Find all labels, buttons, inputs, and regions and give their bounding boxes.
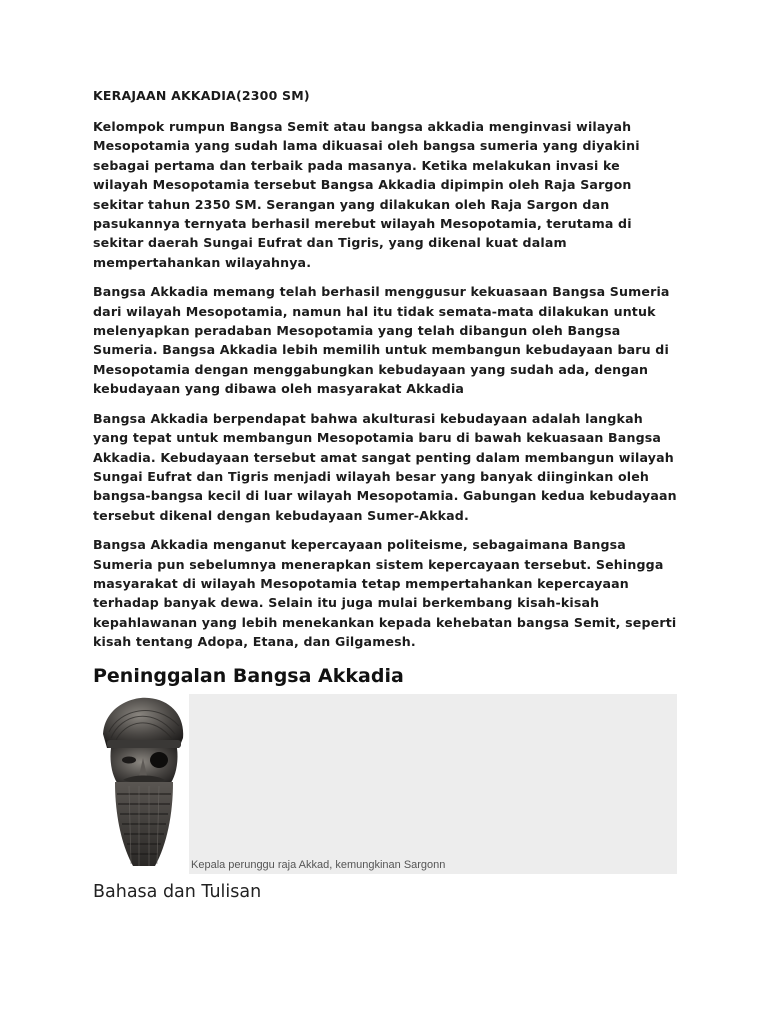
figure-caption: Kepala perunggu raja Akkad, kemungkinan Sargonn (191, 858, 446, 871)
bronze-head-illustration (93, 694, 189, 874)
figure-panel (189, 694, 677, 874)
subheading: Bahasa dan Tulisan (93, 881, 262, 902)
section-heading: Peninggalan Bangsa Akkadia (93, 664, 404, 687)
paragraph-2: Bangsa Akkadia memang telah berhasil menggusur kekuasaan Bangsa Sumeria dari wilayah Mesopotamia, namun hal itu tidak semata-mata dilakukan untuk melenyapkan peradaban Mesopotamia yang telah dibangun oleh Bangsa Sumeria. Bangsa Akkadia lebih memilih untuk membangun kebudayaan baru di Mesopotamia dengan menggabungkan kebudayaan yang sudah ada, dengan kebudayaan yang dibawa oleh masyarakat Akkadia (93, 284, 670, 397)
document-title: KERAJAAN AKKADIA(2300 SM) (93, 88, 310, 103)
bronze-head-image (93, 694, 189, 874)
figure (93, 694, 677, 874)
paragraph-3: Bangsa Akkadia berpendapat bahwa akulturasi kebudayaan adalah langkah yang tepat untuk membangun Mesopotamia baru di bawah kekuasaan Bangsa Akkadia. Kebudayaan tersebut amat sangat penting dalam membangun wilayah Sungai Eufrat dan Tigris menjadi wilayah besar yang banyak diinginkan oleh bangsa-bangsa kecil di luar wilayah Mesopotamia. Gabungan kedua kebudayaan tersebut dikenal dengan kebudayaan Sumer-Akkad. (93, 410, 677, 523)
paragraph-4: Bangsa Akkadia menganut kepercayaan politeisme, sebagaimana Bangsa Sumeria pun sebelumnya menerapkan sistem kepercayaan tersebut. Sehingga masyarakat di wilayah Mesopotamia tetap mempertahankan kepercayaan terhadap banyak dewa. Selain itu juga mulai berkembang kisah-kisah kepahlawanan yang lebih menekankan kepada kehebatan bangsa Semit, seperti kisah tentang Adopa, Etana, dan Gilgamesh. (93, 537, 677, 650)
document-page (93, 88, 677, 904)
paragraph-1: Kelompok rumpun Bangsa Semit atau bangsa akkadia menginvasi wilayah Mesopotamia yang sudah lama dikuasai oleh bangsa sumeria yang diyakini sebagai pertama dan terbaik pada masanya. Ketika melakukan invasi ke wilayah Mesopotamia tersebut Bangsa Akkadia dipimpin oleh Raja Sargon sekitar tahun 2350 SM. Serangan yang dilakukan oleh Raja Sargon dan pasukannya ternyata berhasil merebut wilayah Mesopotamia, terutama di sekitar daerah Sungai Eufrat dan Tigris, yang dikenal kuat dalam mempertahankan wilayahnya. (93, 119, 640, 270)
